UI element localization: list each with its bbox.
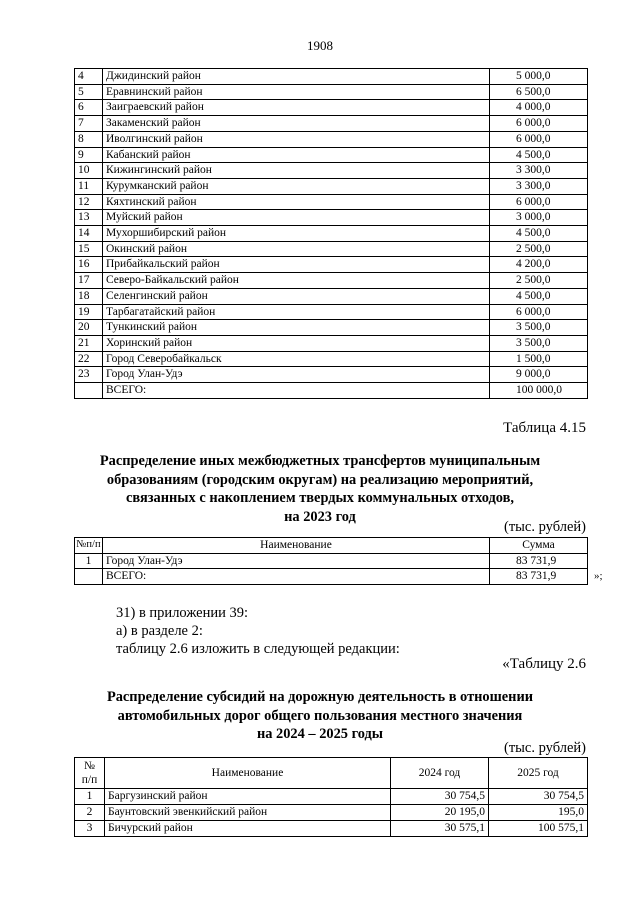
row-name: Кижингинский район: [103, 163, 490, 179]
unit-label: (тыс. рублей): [504, 519, 586, 535]
row-number: 15: [75, 241, 103, 257]
row-2025: 100 575,1: [489, 821, 588, 837]
row-2024: 20 195,0: [391, 805, 489, 821]
paragraph-item-a: а) в разделе 2:: [116, 623, 203, 639]
table-row: [75, 116, 588, 132]
heading-line: на 2023 год: [284, 508, 356, 525]
table-header-row: [75, 758, 588, 789]
table-row: [75, 367, 588, 383]
table-row: [75, 288, 588, 304]
row-sum: 4 500,0: [490, 147, 588, 163]
table-row: [75, 241, 588, 257]
row-sum: 6 000,0: [490, 194, 588, 210]
table-row: [75, 84, 588, 100]
section-heading-roads: [80, 688, 560, 744]
row-2025: 30 754,5: [489, 789, 588, 805]
row-name: Курумканский район: [103, 178, 490, 194]
row-number: 1: [75, 553, 103, 569]
header-sum: Сумма: [490, 538, 588, 554]
row-sum: 1 500,0: [490, 351, 588, 367]
row-number: 23: [75, 367, 103, 383]
header-num: [75, 758, 105, 789]
page-number: 1908: [307, 38, 333, 53]
row-number: 3: [75, 821, 105, 837]
table-header-row: [75, 538, 588, 554]
header-name: Наименование: [103, 538, 490, 554]
table-row: [75, 335, 588, 351]
row-number: 17: [75, 273, 103, 289]
row-sum: 4 500,0: [490, 288, 588, 304]
table-row: [75, 320, 588, 336]
table-row: [75, 163, 588, 179]
heading-line: Распределение субсидий на дорожную деятельность в отношении: [106, 689, 534, 705]
header-num: №п/п: [75, 538, 103, 554]
row-number: 2: [75, 805, 105, 821]
row-name: Муйский район: [103, 210, 490, 226]
table-label-4-15: Таблица 4.15: [503, 420, 586, 436]
row-2024: 30 754,5: [391, 789, 489, 805]
row-sum: 6 500,0: [490, 84, 588, 100]
paragraph-item-31: 31) в приложении 39:: [116, 605, 249, 621]
table-row: [75, 304, 588, 320]
row-name: Хоринский район: [103, 335, 490, 351]
row-sum: 4 200,0: [490, 257, 588, 273]
row-name: Джидинский район: [103, 69, 490, 85]
table-row: [75, 210, 588, 226]
row-name: Город Северобайкальск: [103, 351, 490, 367]
tko-transfer-table: [74, 537, 588, 585]
row-name: Северо-Байкальский район: [103, 273, 490, 289]
row-sum: 3 500,0: [490, 320, 588, 336]
row-name: Окинский район: [103, 241, 490, 257]
unit-label: (тыс. рублей): [504, 740, 586, 756]
road-subsidy-table: [74, 757, 588, 837]
row-2025: 195,0: [489, 805, 588, 821]
row-name: ВСЕГО:: [103, 383, 490, 399]
row-name: Еравнинский район: [103, 84, 490, 100]
row-sum: 6 000,0: [490, 116, 588, 132]
row-number: 19: [75, 304, 103, 320]
header-num-line1: №: [84, 760, 95, 772]
closing-quote: »;: [594, 570, 603, 582]
paragraph-instruction: таблицу 2.6 изложить в следующей редакции:: [116, 641, 400, 657]
row-number: 7: [75, 116, 103, 132]
heading-line: на 2024 – 2025 годы: [256, 726, 384, 742]
row-sum: 83 731,9: [490, 553, 588, 569]
row-number: 18: [75, 288, 103, 304]
row-sum: 3 300,0: [490, 178, 588, 194]
table-row: [75, 147, 588, 163]
table-row: [75, 69, 588, 85]
table-row: [75, 805, 588, 821]
row-sum: 2 500,0: [490, 273, 588, 289]
row-name: Тункинский район: [103, 320, 490, 336]
row-number: [75, 569, 103, 585]
row-number: 20: [75, 320, 103, 336]
row-sum: 3 000,0: [490, 210, 588, 226]
header-2025: 2025 год: [489, 758, 588, 789]
row-number: [75, 383, 103, 399]
table-row: [75, 194, 588, 210]
row-name: Бичурский район: [105, 821, 391, 837]
table-row: [75, 789, 588, 805]
row-number: 12: [75, 194, 103, 210]
row-name: Иволгинский район: [103, 131, 490, 147]
row-sum: 9 000,0: [490, 367, 588, 383]
row-name: Прибайкальский район: [103, 257, 490, 273]
row-number: 9: [75, 147, 103, 163]
allocation-table-continued: [74, 68, 588, 399]
row-number: 13: [75, 210, 103, 226]
row-name: Кабанский район: [103, 147, 490, 163]
heading-line: Распределение иных межбюджетных трансфертов муниципальным: [99, 453, 541, 469]
row-number: 8: [75, 131, 103, 147]
row-name: Город Улан-Удэ: [103, 553, 490, 569]
table-row: [75, 569, 588, 585]
row-sum: 5 000,0: [490, 69, 588, 85]
row-number: 6: [75, 100, 103, 116]
row-name: Заиграевский район: [103, 100, 490, 116]
row-number: 11: [75, 178, 103, 194]
row-number: 10: [75, 163, 103, 179]
row-number: 22: [75, 351, 103, 367]
row-sum: 83 731,9: [490, 569, 588, 585]
row-number: 14: [75, 226, 103, 242]
header-2024: 2024 год: [391, 758, 489, 789]
section-heading-tko: [80, 452, 560, 526]
row-sum: 3 500,0: [490, 335, 588, 351]
row-name: Баргузинский район: [105, 789, 391, 805]
heading-line: связанных с накоплением твердых коммунальных отходов,: [125, 490, 514, 506]
table-row: [75, 178, 588, 194]
row-name: ВСЕГО:: [103, 569, 490, 585]
table-row: [75, 821, 588, 837]
table-row: [75, 257, 588, 273]
row-name: Кяхтинский район: [103, 194, 490, 210]
row-name: Мухоршибирский район: [103, 226, 490, 242]
row-name: Город Улан-Удэ: [103, 367, 490, 383]
row-sum: 4 500,0: [490, 226, 588, 242]
row-name: Баунтовский эвенкийский район: [105, 805, 391, 821]
row-name: Закаменский район: [103, 116, 490, 132]
row-number: 16: [75, 257, 103, 273]
table-row: [75, 226, 588, 242]
row-number: 4: [75, 69, 103, 85]
row-number: 5: [75, 84, 103, 100]
table-label-2-6: «Таблицу 2.6: [502, 656, 586, 672]
table-row: [75, 100, 588, 116]
row-name: Селенгинский район: [103, 288, 490, 304]
table-row: [75, 383, 588, 399]
row-sum: 3 300,0: [490, 163, 588, 179]
row-sum: 2 500,0: [490, 241, 588, 257]
row-sum: 4 000,0: [490, 100, 588, 116]
row-sum: 100 000,0: [490, 383, 588, 399]
table-row: [75, 273, 588, 289]
table-row: [75, 553, 588, 569]
heading-line: образованиям (городским округам) на реализацию мероприятий,: [106, 471, 534, 488]
row-name: Тарбагатайский район: [103, 304, 490, 320]
row-2024: 30 575,1: [391, 821, 489, 837]
row-sum: 6 000,0: [490, 131, 588, 147]
row-number: 21: [75, 335, 103, 351]
header-num-line2: п/п: [81, 774, 98, 786]
row-number: 1: [75, 789, 105, 805]
row-sum: 6 000,0: [490, 304, 588, 320]
table-row: [75, 351, 588, 367]
heading-line: автомобильных дорог общего пользования местного значения: [117, 707, 523, 724]
header-name: Наименование: [105, 758, 391, 789]
table-row: [75, 131, 588, 147]
